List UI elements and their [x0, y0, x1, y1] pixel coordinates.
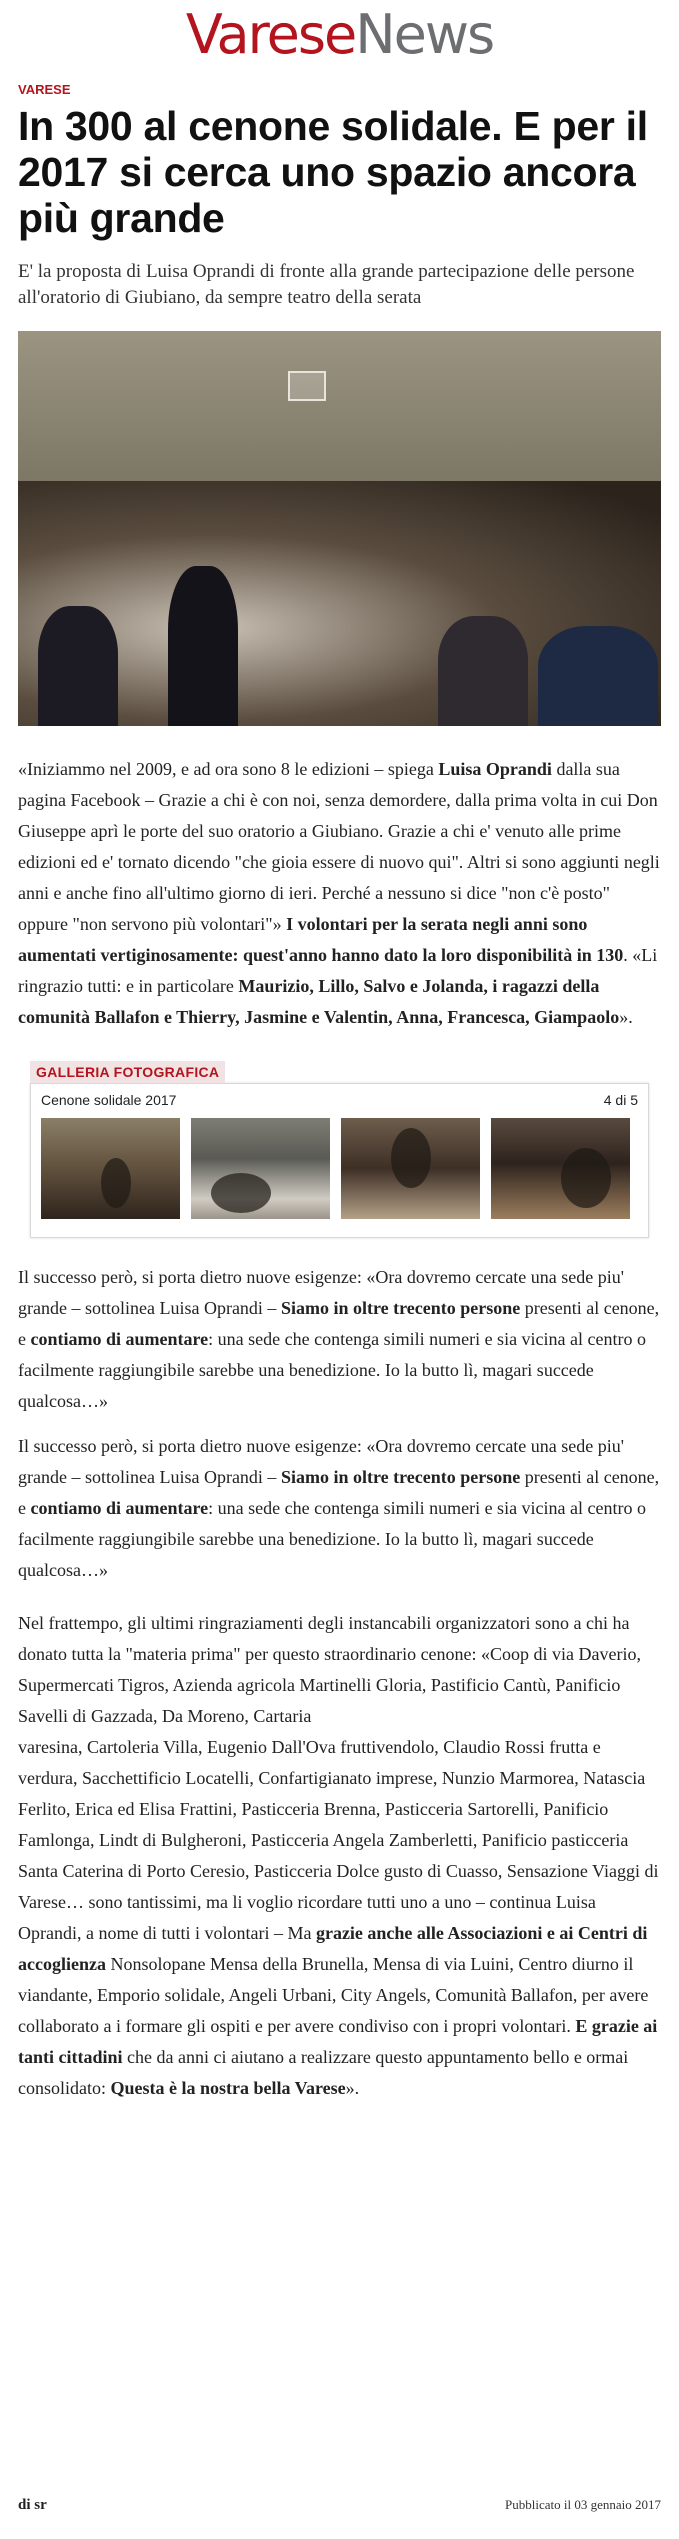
- paragraph-2: [18, 1262, 661, 1417]
- author-byline[interactable]: di sr: [18, 2497, 47, 2513]
- text-run: : una sede che contenga simili numeri e sia vicina al centro o facilmente raggiungibile sarebbe una benedizione. Io la butto lì, magari succede qualcosa…»: [18, 1498, 647, 1580]
- masthead: [18, 0, 661, 74]
- gallery-tag: GALLERIA FOTOGRAFICA: [30, 1061, 225, 1083]
- hero-figure: [438, 616, 528, 726]
- gallery-thumb[interactable]: [191, 1118, 330, 1219]
- paragraph-4-float: Nel frattempo, gli ultimi ringraziamenti degli instancabili organizzatori sono a chi ha donato tutta la "materia prima" per questo straordinario cenone: «Coop di via Daverio, Supermercati Tigros, Azienda agricola Martinelli Gloria, Pastificio Cantù, Panificio Savelli di Gazzada, Da Moreno, Cartaria: [18, 1613, 642, 1726]
- logo-news: News: [355, 3, 494, 66]
- text-run: ».: [619, 1007, 633, 1027]
- bold-text: Luisa Oprandi: [438, 759, 552, 779]
- photo-gallery: [30, 1061, 649, 1238]
- section-label[interactable]: VARESE: [18, 82, 71, 97]
- article-footer: [18, 2497, 661, 2514]
- hero-photo[interactable]: [18, 331, 661, 726]
- bold-text: Siamo in oltre trecento persone: [280, 1298, 521, 1318]
- paragraph-1: [18, 754, 661, 1033]
- gallery-thumb[interactable]: [491, 1118, 630, 1219]
- text-run: dalla sua pagina Facebook – Grazie a chi è con noi, senza demordere, dalla prima volta in cui Don Giuseppe aprì le porte del suo oratorio a Giubiano. Grazie a chi e' venuto alle prime edizioni ed e' tornato dicendo "che gioia essere di nuovo qui". Altri si sono aggiunti negli anni e anche fino all'ultimo giorno di ieri. Perché a nessuno si dice "non c'è posto" oppure "non servono più volontari"»: [18, 759, 660, 934]
- text-run: Nonsolopane Mensa della Brunella, Mensa di via Luini, Centro diurno il viandante, Emporio solidale, Angeli Urbani, City Angels, Comunità Ballafon, per avere collaborato a i formare gli ospiti e per avere condiviso con i propri volontari.: [18, 1954, 649, 2036]
- gallery-title[interactable]: Cenone solidale 2017: [41, 1092, 177, 1108]
- hero-figure: [168, 566, 238, 726]
- gallery-thumb[interactable]: [41, 1118, 180, 1219]
- text-run: Il successo però, si porta dietro nuove esigenze: «Ora dovremo cercate una sede piu' grande – sottolinea Luisa Oprandi –: [18, 1267, 625, 1318]
- bold-text: Maurizio, Lillo, Salvo e Jolanda, i ragazzi della comunità Ballafon e Thierry, Jasmine e Valentin, Anna, Francesca, Giampaolo: [18, 976, 620, 1027]
- hero-photo-wall: [18, 331, 661, 481]
- bold-text: contiamo di aumentare: [30, 1329, 209, 1349]
- paragraph-3: [18, 1431, 661, 1586]
- gallery-thumbs: [41, 1118, 638, 1219]
- bold-text: E grazie ai tanti cittadini: [18, 2016, 658, 2067]
- publish-date: Pubblicato il 03 gennaio 2017: [505, 2497, 661, 2512]
- text-run: «Iniziammo nel 2009, e ad ora sono 8 le edizioni – spiega: [18, 759, 439, 779]
- hero-figure: [38, 606, 118, 726]
- logo-varese: Varese: [185, 3, 356, 66]
- gallery-box: [30, 1083, 649, 1238]
- basketball-hoop-shape: [288, 371, 326, 401]
- gallery-header: [41, 1092, 638, 1108]
- text-run: ».: [345, 2078, 360, 2098]
- gallery-counter: 4 di 5: [603, 1092, 638, 1108]
- bold-text: I volontari per la serata negli anni sono aumentati vertiginosamente: quest'anno hanno dato la loro disponibilità in 130: [18, 914, 624, 965]
- bold-text: Siamo in oltre trecento persone: [280, 1467, 521, 1487]
- paragraph-4: [18, 1732, 661, 2104]
- text-run: che da anni ci aiutano a realizzare questo appuntamento bello e ormai consolidato:: [18, 2047, 629, 2098]
- text-run: presenti al cenone, e: [18, 1467, 660, 1518]
- site-logo[interactable]: [186, 3, 493, 66]
- text-run: . «Li ringrazio tutti: e in particolare: [18, 945, 658, 996]
- text-run: presenti al cenone, e: [18, 1298, 660, 1349]
- bold-text: grazie anche alle Associazioni e ai Centri di accoglienza: [18, 1923, 648, 1974]
- text-run: : una sede che contenga simili numeri e sia vicina al centro o facilmente raggiungibile sarebbe una benedizione. Io la butto lì, magari succede qualcosa…»: [18, 1329, 647, 1411]
- gallery-thumb[interactable]: [341, 1118, 480, 1219]
- bold-text: Questa è la nostra bella Varese: [110, 2078, 346, 2098]
- text-run: Il successo però, si porta dietro nuove esigenze: «Ora dovremo cercate una sede piu' grande – sottolinea Luisa Oprandi –: [18, 1436, 625, 1487]
- text-run: varesina, Cartoleria Villa, Eugenio Dall'Ova fruttivendolo, Claudio Rossi frutta e verdura, Sacchettificio Locatelli, Confartigianato imprese, Nunzio Marmorea, Natascia Ferlito, Erica ed Elisa Frattini, Pasticceria Brenna, Pasticceria Sartorelli, Panificio Famlonga, Lindt di Bulgheroni, Pasticceria Angela Zamberletti, Panificio pasticceria Santa Caterina di Porto Ceresio, Pasticceria Dolce gusto di Cuasso, Sensazione Viaggi di Varese… sono tantissimi, ma li voglio ricordare tutti uno a uno – continua Luisa Oprandi, a nome di tutti i volontari – Ma: [18, 1737, 659, 1943]
- article-title: In 300 al cenone solidale. E per il 2017 si cerca uno spazio ancora più grande: [18, 103, 648, 241]
- hero-figure: [538, 626, 658, 726]
- bold-text: contiamo di aumentare: [30, 1498, 209, 1518]
- article-subtitle: E' la proposta di Luisa Oprandi di fronte alla grande partecipazione delle persone all'oratorio di Giubiano, da sempre teatro della serata: [18, 261, 635, 308]
